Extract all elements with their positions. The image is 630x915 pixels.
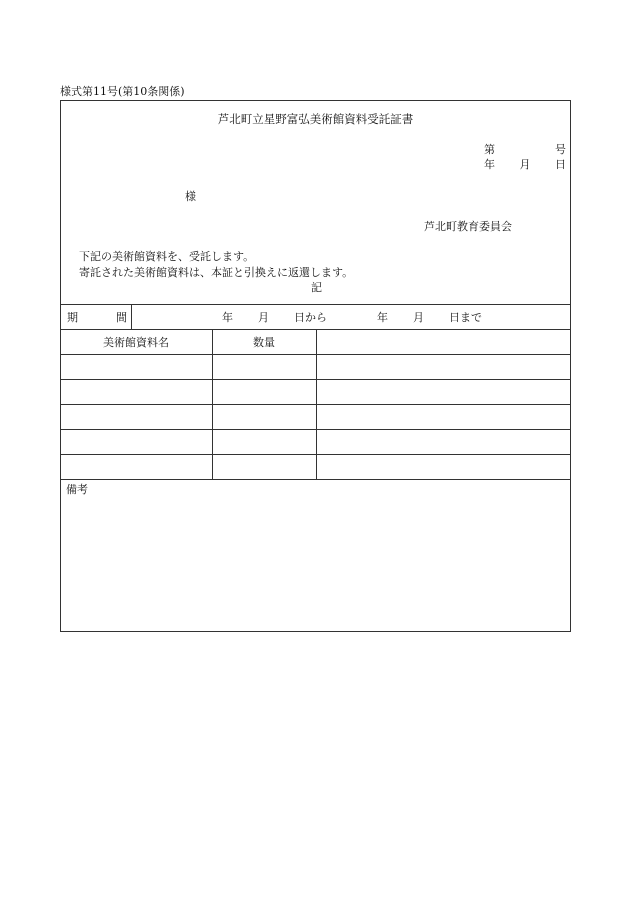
date-day: 日 — [555, 158, 566, 171]
doc-number-suffix: 号 — [555, 143, 566, 156]
table-column-divider — [316, 329, 317, 479]
table-bottom-border — [60, 479, 571, 480]
document-title: 芦北町立星野富弘美術館資料受託証書 — [217, 112, 414, 126]
period-divider — [131, 304, 132, 329]
form-number: 様式第11号(第10条関係) — [60, 85, 185, 98]
period-year-from: 年 — [222, 311, 233, 324]
period-year-until: 年 — [377, 311, 388, 324]
period-day-from: 日から — [294, 311, 327, 324]
date-year: 年 — [484, 158, 495, 171]
period-label-1: 期 — [67, 311, 78, 324]
table-header-material-name: 美術館資料名 — [103, 336, 169, 349]
body-line-1: 下記の美術館資料を、受託します。 — [79, 250, 255, 263]
issue-date — [484, 159, 566, 170]
note-heading: 記 — [311, 281, 322, 294]
doc-number-prefix: 第 — [484, 143, 495, 156]
document-number — [484, 144, 566, 155]
date-month: 月 — [519, 158, 531, 171]
period-label-2: 間 — [116, 311, 127, 324]
remarks-label: 備考 — [66, 483, 88, 496]
body-line-2: 寄託された美術館資料は、本証と引換えに返還します。 — [79, 266, 354, 279]
table-column-divider — [212, 329, 213, 479]
issuer-name: 芦北町教育委員会 — [424, 220, 512, 233]
period-month-until: 月 — [413, 311, 424, 324]
period-row-top-border — [60, 304, 571, 305]
recipient-suffix: 様 — [185, 190, 196, 203]
table-header-quantity: 数量 — [253, 336, 275, 349]
period-month-from: 月 — [258, 311, 269, 324]
period-day-until: 日まで — [449, 311, 482, 324]
